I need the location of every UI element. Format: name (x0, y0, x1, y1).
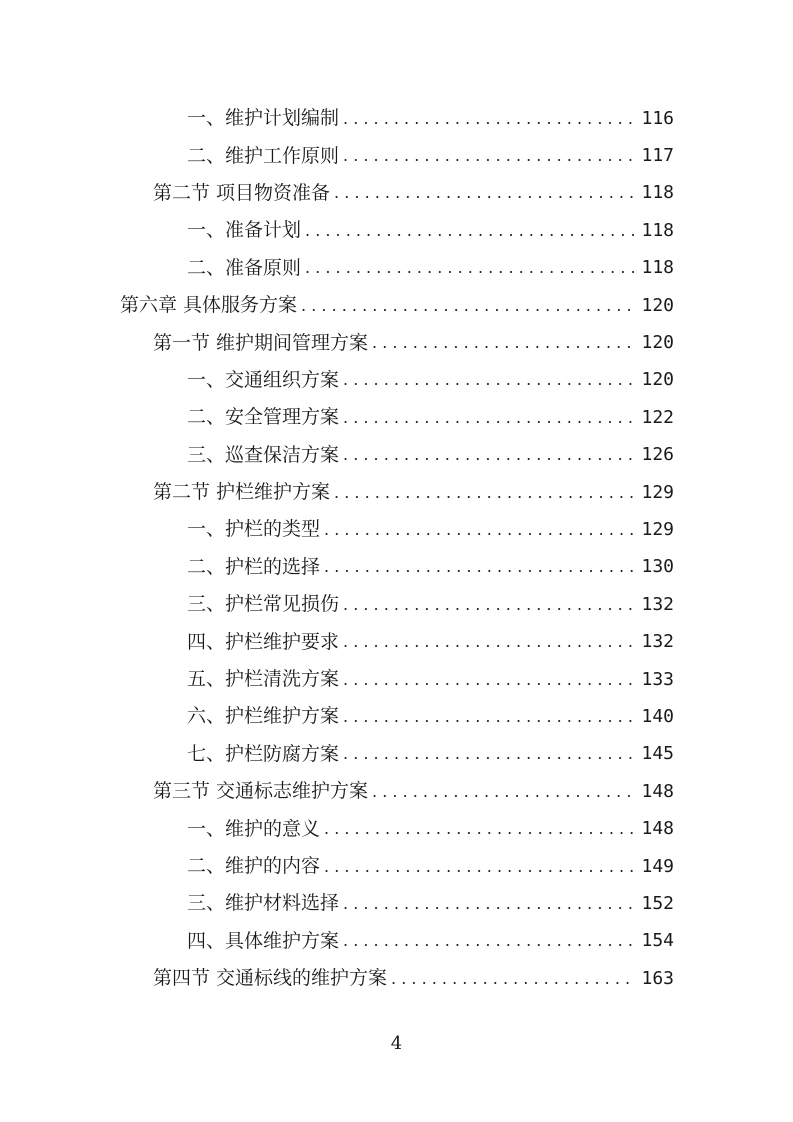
toc-entry[interactable] (0, 661, 793, 698)
toc-entry-page: 122 (641, 406, 674, 428)
toc-entry-title: 二、准备原则 (187, 256, 302, 279)
toc-entry-page: 154 (641, 930, 674, 952)
toc-entry-page: 120 (641, 369, 674, 391)
toc-entry-title: 第一节 维护期间管理方案 (153, 331, 369, 354)
page-number: 4 (390, 1033, 403, 1054)
dot-leader (324, 559, 634, 575)
toc-entry[interactable] (0, 362, 793, 399)
dot-leader (372, 784, 634, 800)
dot-leader (305, 223, 634, 239)
toc-entry-title: 一、维护的意义 (187, 817, 321, 840)
dot-leader (391, 971, 634, 987)
toc-entry-page: 148 (641, 818, 674, 840)
toc-entry[interactable] (0, 698, 793, 735)
dot-leader (343, 447, 634, 463)
toc-entry-page: 118 (641, 219, 674, 241)
toc-entry-title: 三、巡查保洁方案 (187, 443, 340, 466)
toc-entry-title: 七、护栏防腐方案 (187, 742, 340, 765)
toc-entry[interactable] (0, 437, 793, 474)
toc-entry-page: 126 (641, 444, 674, 466)
toc-entry-title: 三、维护材料选择 (187, 892, 340, 915)
dot-leader (343, 634, 634, 650)
toc-entry-page: 140 (641, 705, 674, 727)
toc-entry[interactable] (0, 399, 793, 436)
dot-leader (324, 821, 634, 837)
dot-leader (343, 111, 634, 127)
toc-entry-title: 二、安全管理方案 (187, 406, 340, 429)
toc-entry-title: 三、护栏常见损伤 (187, 593, 340, 616)
toc-entry-page: 118 (641, 182, 674, 204)
dot-leader (324, 522, 634, 538)
toc-entry-page: 120 (641, 294, 674, 316)
toc-entry-page: 163 (641, 967, 674, 989)
toc-entry-title: 一、护栏的类型 (187, 518, 321, 541)
toc-entry-page: 152 (641, 892, 674, 914)
toc-entry-title: 四、护栏维护要求 (187, 630, 340, 653)
toc-entry[interactable] (0, 773, 793, 810)
dot-leader (343, 672, 634, 688)
dot-leader (372, 335, 634, 351)
dot-leader (324, 859, 634, 875)
toc-entry[interactable] (0, 810, 793, 847)
toc-entry-page: 130 (641, 556, 674, 578)
dot-leader (334, 485, 634, 501)
toc-entry-title: 二、维护的内容 (187, 855, 321, 877)
toc-entry-page: 117 (641, 145, 674, 167)
dot-leader (301, 298, 634, 314)
toc-entry[interactable] (0, 175, 793, 212)
toc-entry-title: 第三节 交通标志维护方案 (153, 780, 369, 803)
toc-entry-page: 120 (641, 332, 674, 354)
toc-entry[interactable] (0, 586, 793, 623)
dot-leader (343, 896, 634, 912)
toc-entry-title: 一、准备计划 (187, 219, 302, 242)
toc-entry-page: 149 (641, 855, 674, 877)
toc-entry[interactable] (0, 885, 793, 922)
toc-entry[interactable] (0, 511, 793, 548)
toc-entry-title: 二、维护工作原则 (187, 144, 340, 167)
toc-entry-page: 129 (641, 481, 674, 503)
dot-leader (334, 185, 634, 201)
toc-entry-title: 第四节 交通标线的维护方案 (153, 967, 388, 990)
toc-entry[interactable] (0, 287, 793, 324)
toc-entry-title: 二、护栏的选择 (187, 555, 321, 578)
toc-entry[interactable] (0, 848, 793, 885)
toc-entry-title: 第六章 具体服务方案 (120, 294, 298, 317)
toc-entry-title: 四、具体维护方案 (187, 929, 340, 952)
toc-entry-title: 一、维护计划编制 (187, 107, 340, 130)
toc-entry[interactable] (0, 137, 793, 174)
dot-leader (343, 597, 634, 613)
toc-entry-page: 118 (641, 257, 674, 279)
toc-entry[interactable] (0, 623, 793, 660)
dot-leader (343, 148, 634, 164)
toc-entry[interactable] (0, 549, 793, 586)
toc-entry-title: 第二节 护栏维护方案 (153, 481, 331, 504)
table-of-contents (0, 100, 793, 997)
toc-entry-title: 一、交通组织方案 (187, 368, 340, 391)
toc-entry[interactable] (0, 100, 793, 137)
dot-leader (343, 933, 634, 949)
toc-entry[interactable] (0, 212, 793, 249)
toc-entry-page: 133 (641, 668, 674, 690)
dot-leader (305, 260, 634, 276)
dot-leader (343, 372, 634, 388)
toc-entry[interactable] (0, 923, 793, 960)
dot-leader (343, 746, 634, 762)
toc-entry-page: 148 (641, 780, 674, 802)
toc-entry[interactable] (0, 474, 793, 511)
dot-leader (343, 410, 634, 426)
toc-entry[interactable] (0, 324, 793, 361)
toc-entry-title: 第二节 项目物资准备 (153, 181, 331, 204)
toc-entry[interactable] (0, 736, 793, 773)
toc-entry-page: 129 (641, 518, 674, 540)
toc-entry-title: 六、护栏维护方案 (187, 705, 340, 728)
toc-entry-page: 132 (641, 631, 674, 653)
dot-leader (343, 709, 634, 725)
toc-entry[interactable] (0, 960, 793, 997)
toc-entry-page: 132 (641, 593, 674, 615)
toc-entry-title: 五、护栏清洗方案 (187, 668, 340, 691)
toc-entry-page: 116 (641, 107, 674, 129)
toc-entry[interactable] (0, 250, 793, 287)
toc-entry-page: 145 (641, 743, 674, 765)
